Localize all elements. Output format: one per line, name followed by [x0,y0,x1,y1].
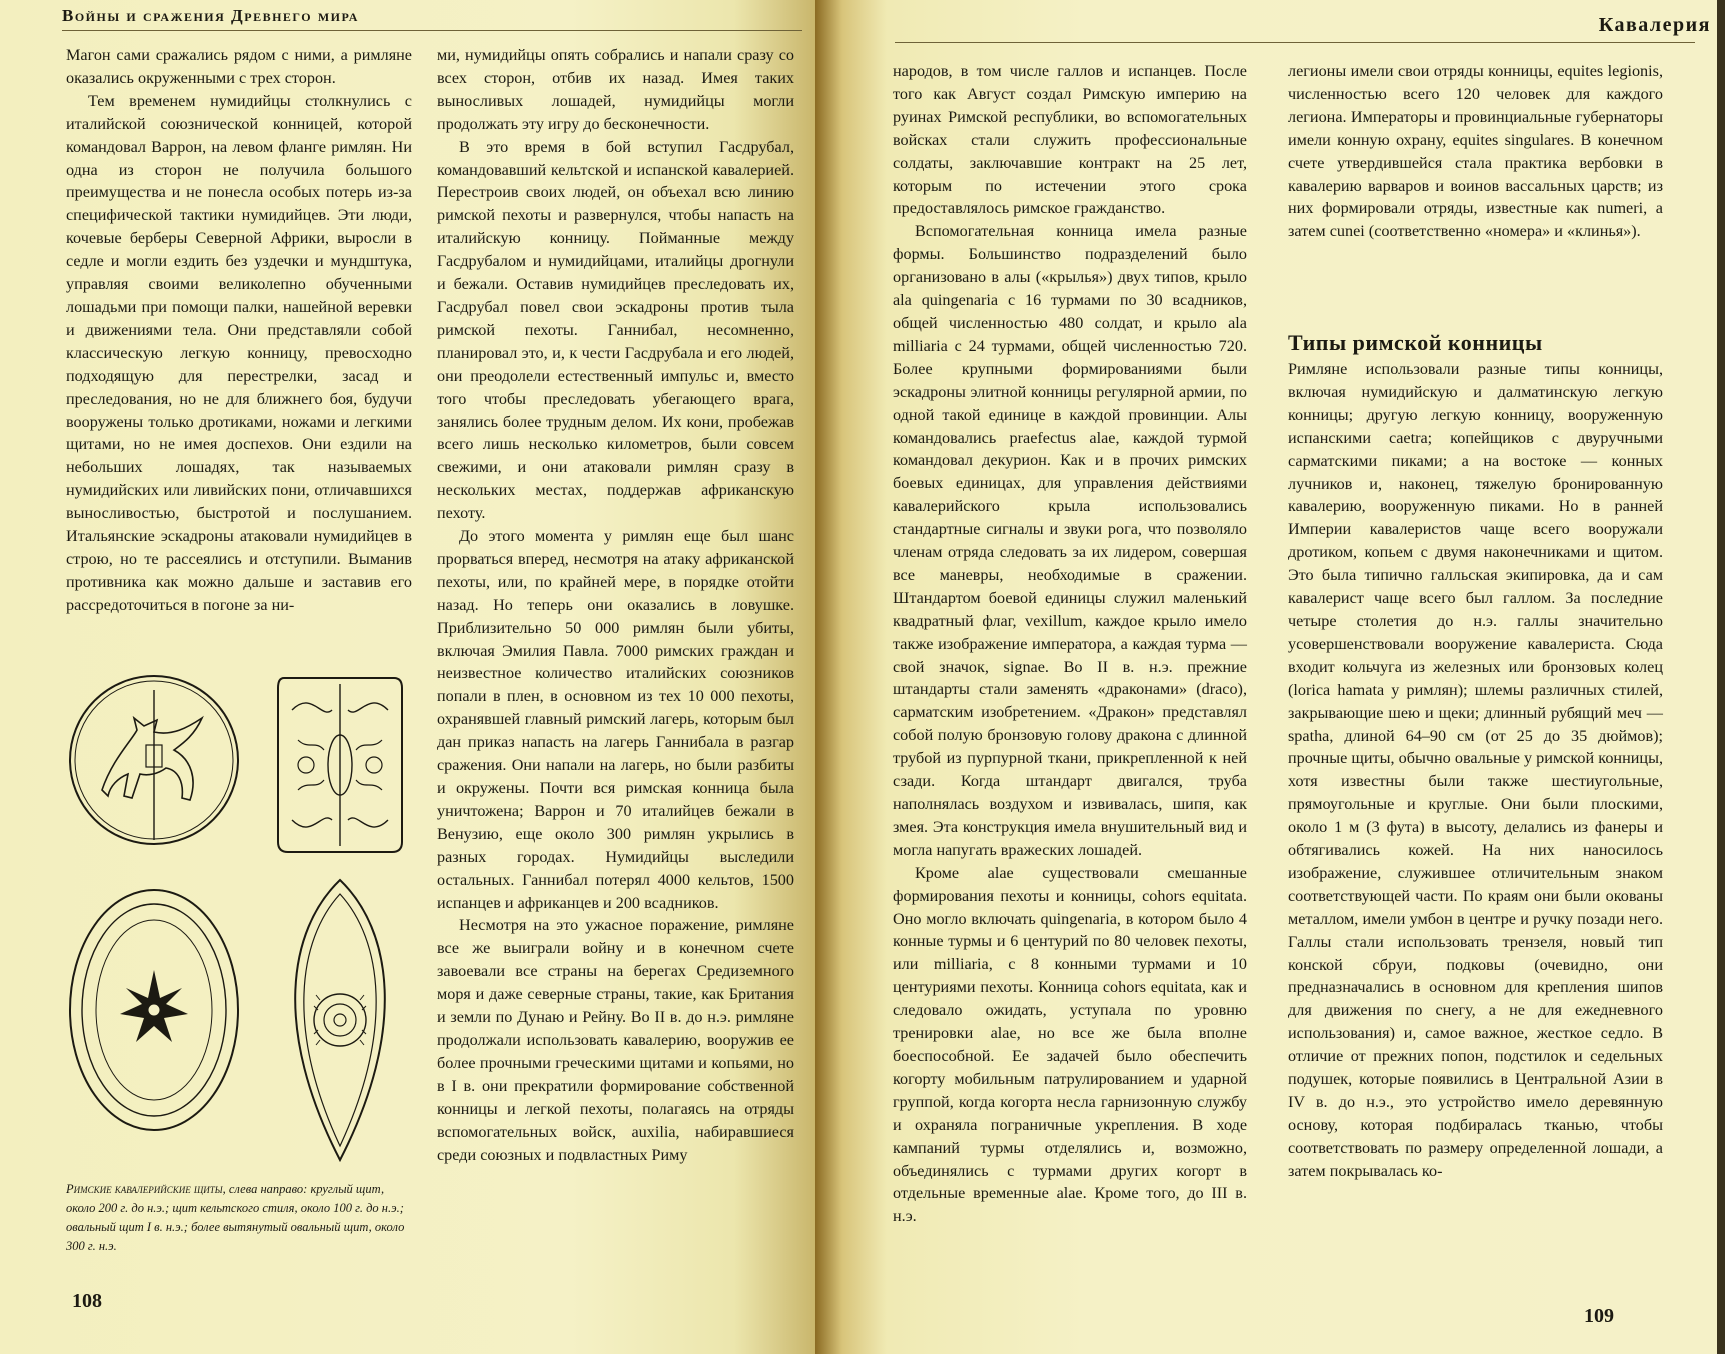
running-head-right: Кавалерия [1598,14,1711,36]
paragraph: В это время в бой вступил Гасдрубал, командовавший кельтской и испанской кавалерией. Перестроив своих людей, он объехал всю линию римской пехоты и развернулся, чтобы напасть на италийскую конницу. Пойманные между Гасдрубалом и нумидийцами, италийцы дрогнули и бежали. Оставив нумидийцев преследовать их, Гасдрубал повел свои эскадроны против тыла римской пехоты. Ганнибал, несомненно, планировал это, и, к чести Гасдрубала и его людей, они преодолели естественный импульс и, вместо того чтобы преследовать убегающего врага, занялись более трудным делом. Их кони, пробежав всего лишь несколько километров, были совсем свежими, и они атаковали римлян сразу в нескольких местах, поддержав африканскую пехоту. [437,137,794,523]
section-heading: Типы римской конницы [1288,330,1543,355]
page-number-right: 109 [1584,1305,1614,1327]
caption-body: слева направо: круглый щит, около 200 г. до н.э.; щит кельтского стиля, около 100 г. до н.э.; овальный щит I в. н.э.; более вытянутый овальный щит, около 300 г. н.э. [66,1182,405,1253]
header-rule-left [62,30,802,31]
right-column-2-bottom [1288,358,1663,1183]
paragraph: Тем временем нумидийцы столкнулись с италийской союзнической конницей, которой командовал Варрон, на левом фланге римлян. Ни одна из сторон не получила большого преимущества и не понесла особых потерь из-за специфической тактики нумидийцев. Эти люди, кочевые берберы Северной Африки, выросли в седле и могли ездить без уздечки и мундштука, управляя своими великолепно обученными лошадьми при помощи палки, нашейной веревки и движениями тела. Они представляли собой классическую легкую конницу, превосходно подходящую для перестрелки, засад и преследования, но не для ближнего боя, будучи вооружены только дротиками, ножами и легкими щитами, но не имея доспехов. Они ездили на небольших лошадях, так называемых нумидийских или ливийских пони, отличавшихся выносливостью, быстротой и послушанием. Итальянские эскадроны атаковали нумидийцев в строю, но те рассеялись и отступили. Выманив противника как можно дальше и заставив его рассредоточиться в погоне за ни- [66,91,412,614]
left-column-1 [66,44,412,617]
page-number-left: 108 [72,1290,102,1312]
oval-shield-star-icon [70,890,238,1130]
left-page [0,0,815,1354]
paragraph: народов, в том числе галлов и испанцев. После того как Август создал Римскую империю на руинах Римской республики, во вспомогательных войсках стали служить профессиональные солдаты, заключавшие контракт на 25 лет, которым по истечении этого срока предоставлялось римское гражданство. [893,62,1247,218]
paragraph: Кроме alae существовали смешанные формирования пехоты и конницы, cohors equitata. Оно могло включать quingenaria, в котором было 4 конные турмы и 6 центурий по 80 человек пехоты, или milliaria, с 8 конными турмами и 10 центуриями пехоты. Конница cohors equitata, как и следовало ожидать, уступала по уровню тренировки alae, но все же была вполне боеспособной. Ее задачей было обеспечить когорту мобильным патрулированием и ударной группой, когда когорта несла гарнизонную службу и охраняла пограничные укрепления. В ходе кампаний турмы отделялись и, возможно, объединялись с турмами других когорт в отдельные временные alae. Кроме того, до III в. н.э. [893,863,1247,1226]
running-head-left: Войны и сражения Древнего мира [62,6,359,25]
right-column-1 [893,60,1247,1228]
shields-illustration [62,670,412,1180]
illustration-caption [66,1180,412,1256]
celtic-shield-icon [278,678,402,852]
caption-head: Римские кавалерийские щиты, [66,1182,226,1196]
paragraph: Несмотря на это ужасное поражение, римляне все же выиграли войну и в конечном счете завоевали все страны на берегах Средиземного моря и даже северные страны, такие, как Британия и земли по Дунаю и Рейну. Во II в. до н.э. римляне продолжали использовать кавалерию, вооружив ее более прочными греческими щитами и копьями, но в I в. они прекратили формирование собственной конницы и легкой пехоты, полагаясь на отряды вспомогательных войск, auxilia, набиравшиеся среди союзных и подвластных Риму [437,916,794,1164]
paragraph: Вспомогательная конница имела разные формы. Большинство подразделений было организовано в алы («крылья») двух типов, крыло ala quingenaria с 16 турмами по 30 всадников, общей численностью 480 солдат, и крыло ala milliaria с 24 турмами, общей численностью 720. Более крупными формированиями были эскадроны элитной конницы регулярной армии, по одной такой единице в каждой провинции. Алы командовались praefectus alae, каждой турмой командовал декурион. Как и в прочих римских боевых единицах, для управления действиями кавалерийского крыла использовались стандартные сигналы и звуки рога, что позволяло членам отряда следовать за их лидером, совершая все маневры, необходимые в сражении. Штандартом боевой единицы служил маленький квадратный флаг, vexillum, каждое крыло имело также изображение императора, а каждая турма — свой значок, signae. Во II в. н.э. прежние штандарты стали заменять «драконами» (draco), сарматским изобретением. «Дракон» представлял собой полую бронзовую голову дракона с длинной трубой из пурпурной ткани, прикрепленной к ней сзади. Когда штандарт двигался, труба наполнялась воздухом и извивалась, шипя, как змея. Эта конструкция имела внушительный вид и могла напугать вражеских лошадей. [893,222,1247,859]
round-shield-horse-icon [70,676,238,844]
right-column-2-top [1288,60,1663,243]
book-edge [1717,0,1725,1354]
paragraph: Римляне использовали разные типы конницы, включая нумидийскую и далматинскую легкую конницы; другую легкую конницу, вооруженную испанскими caetra; копейщиков с двуручными сарматскими пиками; а на востоке — конных лучников и, наконец, тяжелую бронированную кавалерию, вооруженную пиками. Но в ранней Империи кавалеристов чаще всего вооружали дротиком, копьем с двумя наконечниками и щитом. Это была типично галльская экипировка, да и сам кавалерист чаще всего был галлом. За последние четыре столетия до н.э. галлы значительно усовершенствовали вооружение кавалериста. Сюда входит кольчуга из железных или бронзовых колец (lorica hamata у римлян); шлемы различных стилей, закрывающие шею и щеки; длинный рубящий меч — spatha, длиной 64–90 см (от 25 до 35 дюймов); прочные щиты, обычно овальные у римской конницы, хотя известны были также шестиугольные, прямоугольные и круглые. Они были плоскими, около 1 м (3 фута) в высоту, делались из фанеры и обтягивались кожей. На них наносилось изображение, служившее отличительным знаком соответствующей части. По краям они были окованы металлом, имели умбон в центре и ручку позади него. Галлы стали использовать трензеля, новый тип конской сбруи, подковы (очевидно, они предназначались в основном для крепления шипов для движения по снегу, а не для ежедневного использования) и, самое важное, жесткое седло. В отличие от прежних попон, подстилок и седельных подушек, которые появились в Центральной Азии в IV в. до н.э., это устройство имело деревянную основу, которая подбиралась тканью, чтобы соответствовать по размеру определенной лошади, а затем покрывалась ко- [1288,360,1663,1180]
elongated-oval-shield-icon [295,880,385,1160]
paragraph: легионы имели свои отряды конницы, equites legionis, численностью всего 120 человек для каждого легиона. Императоры и провинциальные губернаторы имели конную охрану, equites singulares. В конечном счете утвердившейся стала практика вербовки в кавалерию варваров и воинов вассальных царств; из них формировали отряды, известные как numeri, а затем cunei (соответственно «номера» и «клинья»). [1288,62,1663,241]
paragraph: До этого момента у римлян еще был шанс прорваться вперед, несмотря на атаку африканской пехоты, или, по крайней мере, в порядке отойти назад. Но теперь они оказались в ловушке. Приблизительно 50 000 римлян были убиты, включая Эмилия Павла. 7000 римских граждан и неизвестное количество италийских союзников попали в плен, в основном из тех 10 000 пехоты, охранявшей главный римский лагерь, которым был дан приказ напасть на лагерь Ганнибала в разгар сражения. Они напали на лагерь, но были разбиты и окружены. Почти вся римская конница была уничтожена; Варрон и 70 италийцев бежали в Венузию, еще около 300 римлян укрылись в разных городах. Нумидийцы выследили остальных. Ганнибал потерял 4000 кельтов, 1500 испанцев и африканцев и 200 всадников. [437,527,794,912]
right-page [815,0,1717,1354]
left-column-2 [437,44,794,1166]
paragraph: Магон сами сражались рядом с ними, а римляне оказались окруженными с трех сторон. [66,46,412,87]
paragraph: ми, нумидийцы опять собрались и напали сразу со всех сторон, отбив их назад. Имея таких выносливых лошадей, нумидийцы могли продолжать эту игру до бесконечности. [437,46,794,133]
header-rule-right [895,42,1695,43]
